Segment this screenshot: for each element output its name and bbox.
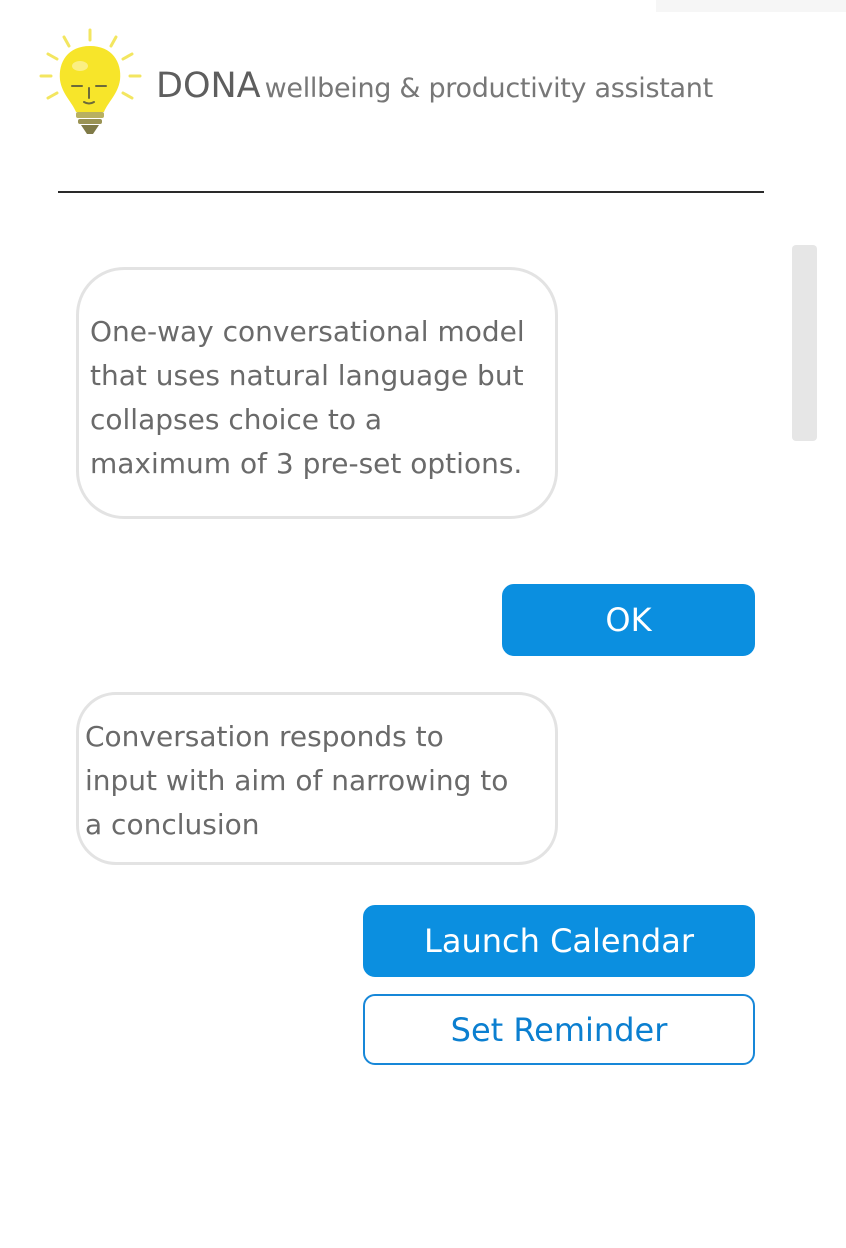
assistant-message-bubble	[76, 267, 558, 519]
app-title	[156, 66, 713, 106]
app-name: DONA	[156, 66, 261, 106]
app-tagline: wellbeing & productivity assistant	[264, 73, 713, 104]
message-text: Conversation responds to input with aim of narrowing to a conclusion	[85, 720, 509, 841]
header-divider	[58, 191, 764, 193]
set-reminder-button[interactable]: Set Reminder	[363, 994, 755, 1065]
top-edge-strip	[656, 0, 846, 12]
app-header	[38, 26, 798, 144]
scrollbar-thumb[interactable]	[792, 245, 817, 441]
ok-button[interactable]: OK	[502, 584, 755, 656]
assistant-message-bubble	[76, 692, 558, 865]
lightbulb-face-icon	[38, 26, 146, 142]
message-text: One-way conversational model that uses natural language but collapses choice to a maximum of 3 pre-set options.	[90, 315, 525, 480]
launch-calendar-button[interactable]: Launch Calendar	[363, 905, 755, 977]
